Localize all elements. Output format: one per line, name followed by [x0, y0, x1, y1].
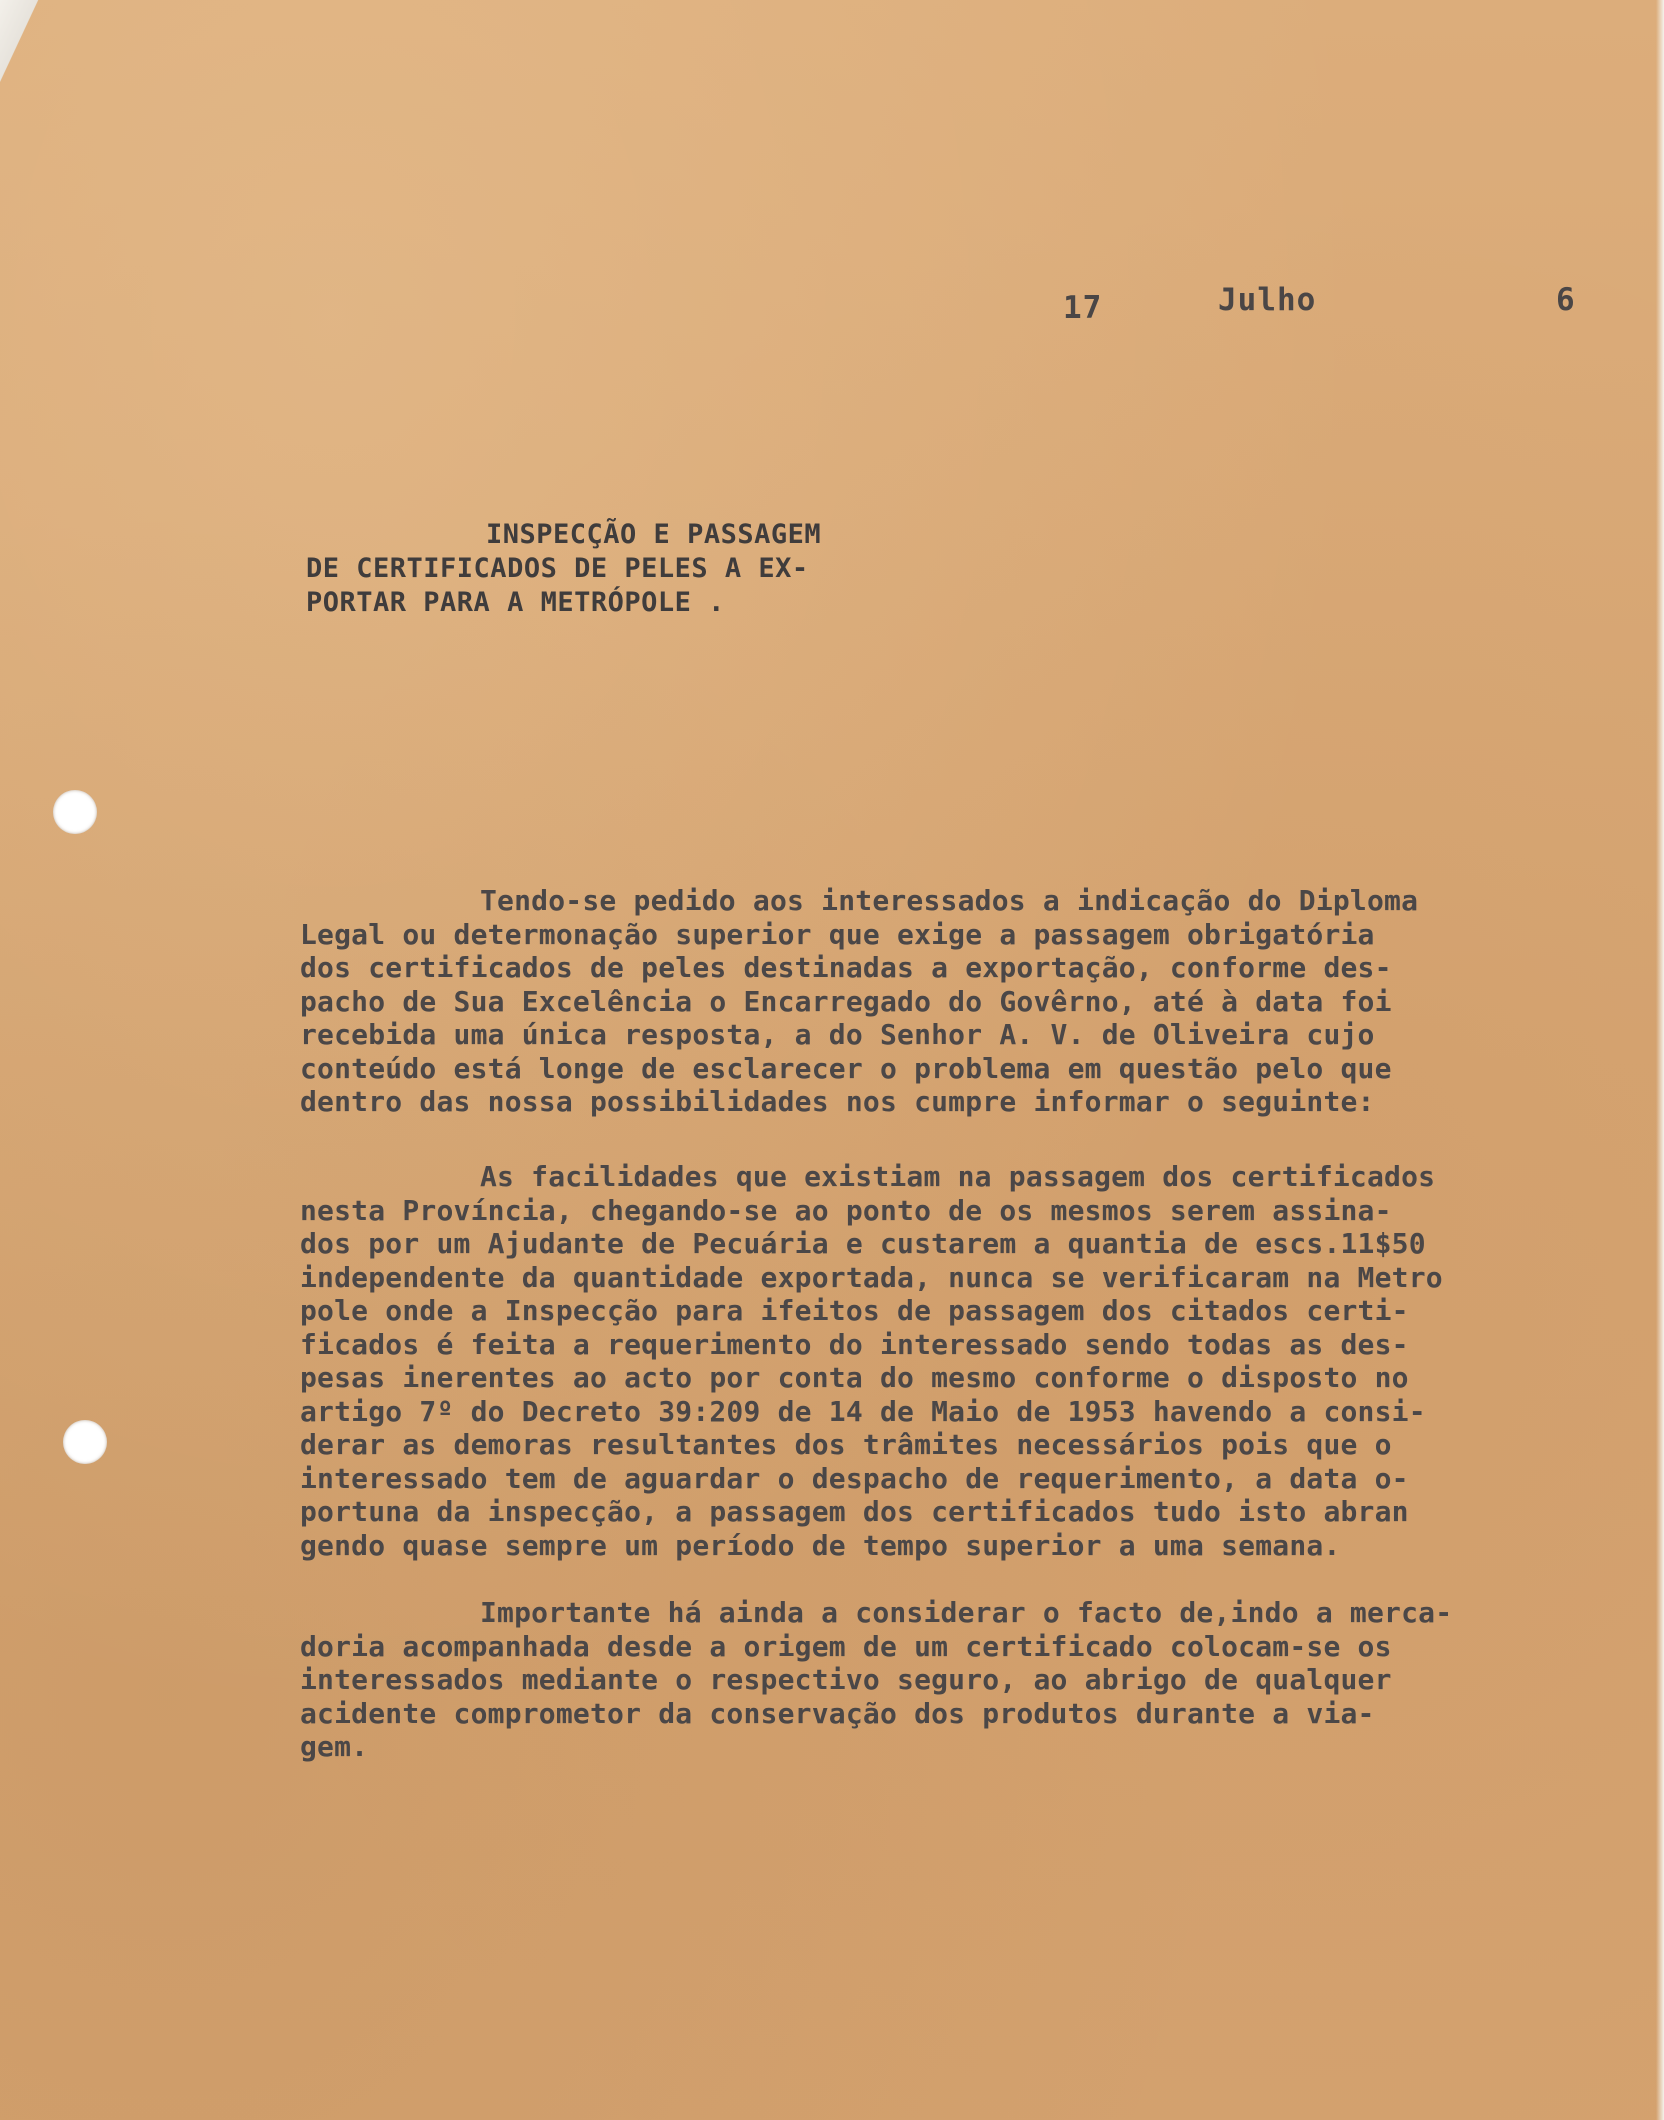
- subject-line: DE CERTIFICADOS DE PELES A EX-: [306, 553, 809, 584]
- text-line: conteúdo está longe de esclarecer o problema em questão pelo que: [300, 1051, 1392, 1085]
- text-line: dos por um Ajudante de Pecuária e custarem a quantia de escs.11$50: [300, 1227, 1426, 1260]
- punch-hole-top: [53, 790, 97, 834]
- page-right-edge: [1656, 0, 1664, 2120]
- text-line: independente da quantidade exportada, nunca se verificaram na Metro: [300, 1260, 1443, 1294]
- torn-corner: [0, 0, 42, 90]
- text-line: nesta Província, chegando-se ao ponto de os mesmos serem assina-: [300, 1193, 1392, 1227]
- text-line: doria acompanhada desde a origem de um certificado colocam-se os: [300, 1629, 1392, 1663]
- page-number: 6: [1556, 282, 1576, 318]
- text-line: recebida uma única resposta, a do Senhor A. V. de Oliveira cujo: [300, 1018, 1375, 1051]
- text-line: portuna da inspecção, a passagem dos certificados tudo isto abran: [300, 1495, 1409, 1528]
- text-line: gem.: [300, 1730, 369, 1763]
- text-line: pacho de Sua Excelência o Encarregado do Govêrno, até à data foi: [300, 984, 1392, 1018]
- text-line: acidente comprometor da conservação dos produtos durante a via-: [300, 1696, 1375, 1730]
- text-line: dos certificados de peles destinadas a exportação, conforme des-: [300, 951, 1392, 984]
- text-line: derar as demoras resultantes dos trâmites necessários pois que o: [300, 1428, 1392, 1461]
- paragraph-2: [300, 1160, 1600, 1562]
- text-line: interessado tem de aguardar o despacho de requerimento, a data o-: [300, 1461, 1409, 1495]
- subject-line: PORTAR PARA A METRÓPOLE .: [306, 587, 725, 618]
- punch-hole-bottom: [63, 1420, 107, 1464]
- subject-heading: [306, 518, 966, 620]
- text-line: interessados mediante o respectivo seguro, ao abrigo de qualquer: [300, 1663, 1392, 1696]
- subject-line: INSPECÇÃO E PASSAGEM: [486, 519, 822, 550]
- text-line: As facilidades que existiam na passagem dos certificados: [480, 1160, 1436, 1193]
- text-line: Importante há ainda a considerar o facto de,indo a merca-: [480, 1596, 1453, 1629]
- text-line: ficados é feita a requerimento do interessado sendo todas as des-: [300, 1327, 1409, 1361]
- text-line: artigo 7º do Decreto 39:209 de 14 de Maio de 1953 havendo a consi-: [300, 1394, 1426, 1428]
- text-line: gendo quase sempre um período de tempo superior a uma semana.: [300, 1528, 1341, 1562]
- text-line: dentro das nossa possibilidades nos cumpre informar o seguinte:: [300, 1085, 1375, 1118]
- text-line: pole onde a Inspecção para ifeitos de passagem dos citados certi-: [300, 1294, 1409, 1327]
- text-line: Legal ou determonação superior que exige a passagem obrigatória: [300, 917, 1375, 951]
- paragraph-3: [300, 1596, 1600, 1764]
- date-month: Julho: [1218, 282, 1317, 318]
- date-day: 17: [1063, 290, 1103, 326]
- text-line: Tendo-se pedido aos interessados a indicação do Diploma: [480, 884, 1419, 917]
- text-line: pesas inerentes ao acto por conta do mesmo conforme o disposto no: [300, 1361, 1409, 1394]
- paragraph-1: [300, 884, 1600, 1119]
